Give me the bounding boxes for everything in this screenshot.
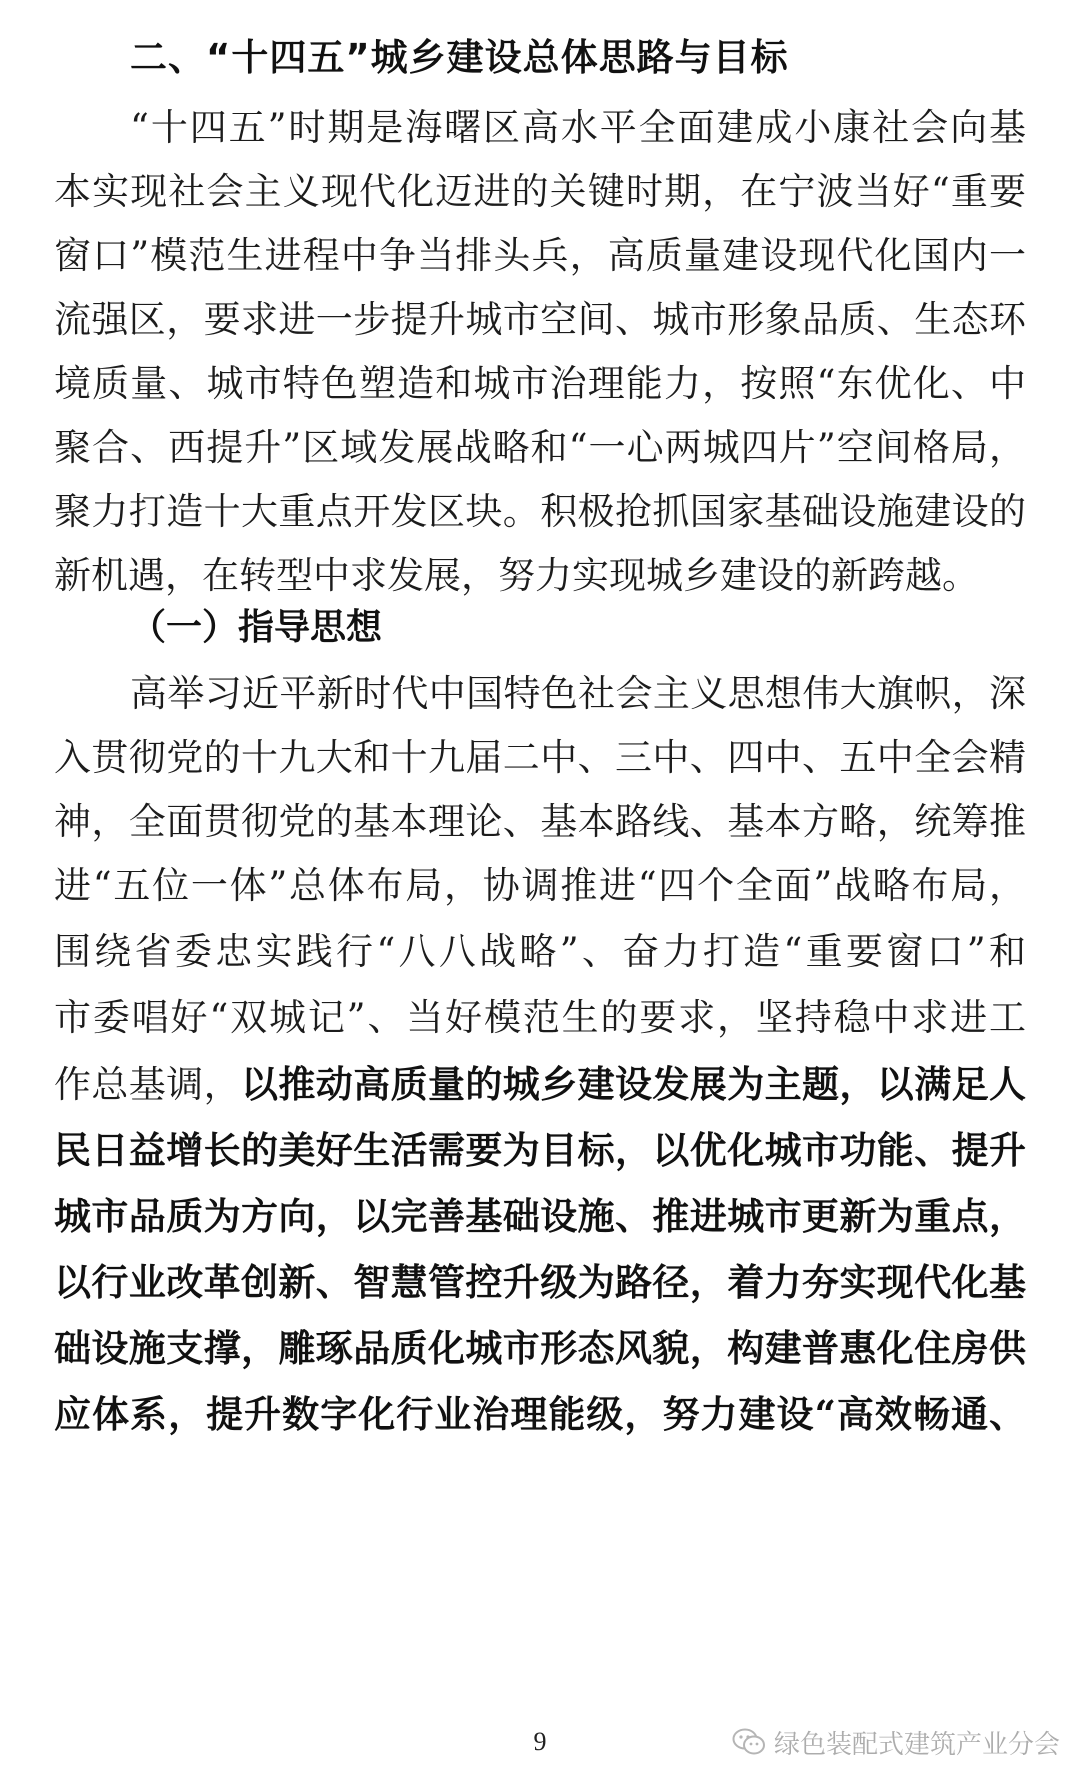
bold-paragraph-line: 以行业改革创新、智慧管控升级为路径，着力夯实现代化基 <box>54 1260 1026 1304</box>
section-heading: 二、“十四五”城乡建设总体思路与目标 <box>130 36 789 79</box>
paragraph-line: 本实现社会主义现代化迈进的关键时期，在宁波当好“重要 <box>54 170 1026 213</box>
paragraph-line: 境质量、城市特色塑造和城市治理能力，按照“东优化、中 <box>54 362 1026 405</box>
paragraph-line: 流强区，要求进一步提升城市空间、城市形象品质、生态环 <box>54 298 1026 341</box>
bold-text: 以推动高质量的城乡建设发展为主题，以满足人 <box>241 1062 1026 1106</box>
subsection-heading: （一）指导思想 <box>130 607 383 648</box>
paragraph-line-mixed <box>54 1062 1026 1107</box>
paragraph-line: 入贯彻党的十九大和十九届二中、三中、四中、五中全会精 <box>54 736 1026 779</box>
bold-paragraph-line: 础设施支撑，雕琢品质化城市形态风貌，构建普惠化住房供 <box>54 1326 1026 1370</box>
paragraph-line: 市委唱好“双城记”、当好模范生的要求，坚持稳中求进工 <box>54 996 1026 1039</box>
watermark-text: 绿色装配式建筑产业分会 <box>773 1729 1060 1760</box>
bold-paragraph-line: 应体系，提升数字化行业治理能级，努力建设“高效畅通、 <box>54 1392 1026 1436</box>
paragraph-line: 窗口”模范生进程中争当排头兵，高质量建设现代化国内一 <box>54 234 1026 277</box>
paragraph-line: 聚力打造十大重点开发区块。积极抢抓国家基础设施建设的 <box>54 490 1026 533</box>
page-number: 9 <box>533 1727 547 1756</box>
regular-text: 作总基调， <box>54 1063 241 1106</box>
paragraph-line: 进“五位一体”总体布局，协调推进“四个全面”战略布局， <box>54 864 1026 907</box>
paragraph-line: 高举习近平新时代中国特色社会主义思想伟大旗帜，深 <box>130 672 1026 715</box>
watermark <box>732 1722 1060 1762</box>
paragraph-line: 神，全面贯彻党的基本理论、基本路线、基本方略，统筹推 <box>54 800 1026 843</box>
wechat-icon <box>732 1727 766 1757</box>
bold-paragraph-line: 民日益增长的美好生活需要为目标，以优化城市功能、提升 <box>54 1128 1026 1172</box>
paragraph-line: 聚合、西提升”区域发展战略和“一心两城四片”空间格局， <box>54 426 1026 469</box>
paragraph-line: 围绕省委忠实践行“八八战略”、奋力打造“重要窗口”和 <box>54 930 1026 973</box>
paragraph-line: “十四五”时期是海曙区高水平全面建成小康社会向基 <box>130 106 1026 149</box>
bold-paragraph-line: 城市品质为方向，以完善基础设施、推进城市更新为重点， <box>54 1194 1026 1238</box>
paragraph-line: 新机遇，在转型中求发展，努力实现城乡建设的新跨越。 <box>54 554 979 597</box>
